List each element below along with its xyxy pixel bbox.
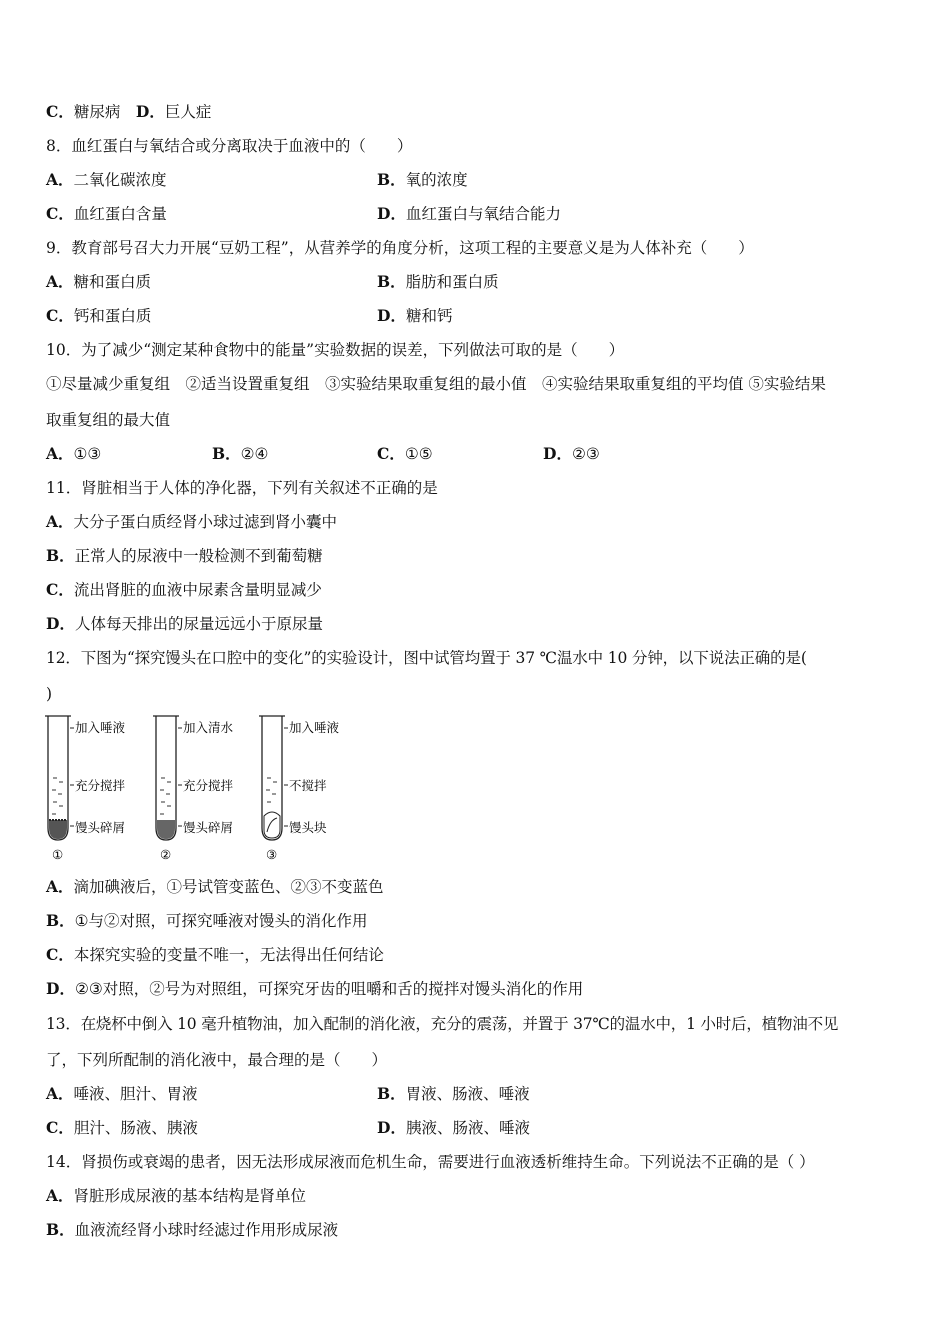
- tube-2-top-label: 加入清水: [183, 720, 234, 735]
- q13-option-d: D．胰液、肠液、唾液: [377, 1118, 530, 1137]
- q11-option-d: D．人体每天排出的尿量远远小于原尿量: [46, 614, 323, 633]
- q7-option-c: C．糖尿病: [46, 102, 121, 121]
- tube-1-bottom-label: 馒头碎屑: [75, 820, 126, 835]
- q8-options-row1: [46, 170, 906, 190]
- q13-option-b: B．胃液、肠液、唾液: [377, 1084, 530, 1103]
- q10-option-c: C．①⑤: [377, 444, 433, 463]
- q10-option-d: D．②③: [543, 444, 600, 463]
- q9-option-a: A．糖和蛋白质: [46, 272, 152, 291]
- q12-stem-line1: 12．下图为“探究馒头在口腔中的变化”的实验设计，图中试管均置于 37 ℃温水中 10 分钟，以下说法正确的是(: [46, 649, 807, 667]
- q9-stem: 9．教育部号召大力开展“豆奶工程”，从营养学的角度分析，这项工程的主要意义是为人体补充（ ）: [46, 239, 754, 257]
- test-tube-2: [153, 716, 182, 840]
- q11-option-b: B．正常人的尿液中一般检测不到葡萄糖: [46, 546, 323, 565]
- q13-options-row1: [46, 1084, 906, 1104]
- q10-stem: 10．为了减少“测定某种食物中的能量”实验数据的误差，下列做法可取的是（ ）: [46, 341, 625, 359]
- q13-options-row2: [46, 1118, 906, 1138]
- q12-stem-line2: ): [46, 685, 53, 703]
- q8-stem: 8．血红蛋白与氧结合或分离取决于血液中的（ ）: [46, 137, 413, 155]
- tube-1-top-label: 加入唾液: [75, 720, 126, 735]
- q14-option-a: A．肾脏形成尿液的基本结构是肾单位: [46, 1186, 307, 1205]
- q10-option-b: B．②④: [212, 444, 269, 463]
- tube-2-mid-label: 充分搅拌: [183, 778, 234, 793]
- q10-items-line1: ①尽量减少重复组 ②适当设置重复组 ③实验结果取重复组的最小值 ④实验结果取重复组的平均值 ⑤实验结果: [46, 375, 826, 393]
- q9-option-b: B．脂肪和蛋白质: [377, 272, 499, 291]
- q11-stem: 11．肾脏相当于人体的净化器，下列有关叙述不正确的是: [46, 479, 438, 497]
- tube-2-bottom-label: 馒头碎屑: [183, 820, 234, 835]
- q10-option-a: A．①③: [46, 444, 102, 463]
- tube-3-bottom-label: 馒头块: [289, 820, 327, 835]
- q13-option-c: C．胆汁、肠液、胰液: [46, 1118, 198, 1137]
- tube-3-number: ③: [266, 847, 278, 862]
- tube-1-number: ①: [52, 847, 64, 862]
- q12-option-a: A．滴加碘液后，①号试管变蓝色、②③不变蓝色: [46, 877, 384, 896]
- q13-option-a: A．唾液、胆汁、胃液: [46, 1084, 198, 1103]
- q7-option-d: D．巨人症: [135, 102, 212, 121]
- test-tube-3: [259, 716, 288, 840]
- test-tube-1: [45, 716, 74, 840]
- q7-options: [46, 102, 211, 122]
- tube-1-mid-label: 充分搅拌: [75, 778, 126, 793]
- q9-option-d: D．糖和钙: [377, 306, 453, 325]
- test-tube-figure: [44, 712, 354, 864]
- q8-option-b: B．氧的浓度: [377, 170, 468, 189]
- q8-options-row2: [46, 204, 906, 224]
- q14-option-b: B．血液流经肾小球时经滤过作用形成尿液: [46, 1220, 339, 1239]
- q12-option-c: C．本探究实验的变量不唯一，无法得出任何结论: [46, 945, 384, 964]
- q9-options-row1: [46, 272, 906, 292]
- q14-stem: 14．肾损伤或衰竭的患者，因无法形成尿液而危机生命，需要进行血液透析维持生命。下列说法不正确的是（ ）: [46, 1153, 815, 1171]
- q8-option-a: A．二氧化碳浓度: [46, 170, 167, 189]
- q11-option-a: A．大分子蛋白质经肾小球过滤到肾小囊中: [46, 512, 338, 531]
- q12-option-b: B．①与②对照，可探究唾液对馒头的消化作用: [46, 911, 368, 930]
- q11-option-c: C．流出肾脏的血液中尿素含量明显减少: [46, 580, 322, 599]
- tube-3-top-label: 加入唾液: [289, 720, 340, 735]
- q12-option-d: D．②③对照，②号为对照组，可探究牙齿的咀嚼和舌的搅拌对馒头消化的作用: [46, 979, 584, 998]
- q9-options-row2: [46, 306, 906, 326]
- q8-option-c: C．血红蛋白含量: [46, 204, 167, 223]
- q13-stem-line1: 13．在烧杯中倒入 10 毫升植物油，加入配制的消化液，充分的震荡，并置于 37℃的温水中，1 小时后，植物油不见: [46, 1015, 839, 1033]
- q10-items-line2: 取重复组的最大值: [46, 411, 171, 429]
- tube-3-mid-label: 不搅拌: [289, 778, 327, 793]
- q13-stem-line2: 了，下列所配制的消化液中，最合理的是（ ）: [46, 1051, 388, 1069]
- q9-option-c: C．钙和蛋白质: [46, 306, 152, 325]
- q8-option-d: D．血红蛋白与氧结合能力: [377, 204, 561, 223]
- tube-2-number: ②: [160, 847, 172, 862]
